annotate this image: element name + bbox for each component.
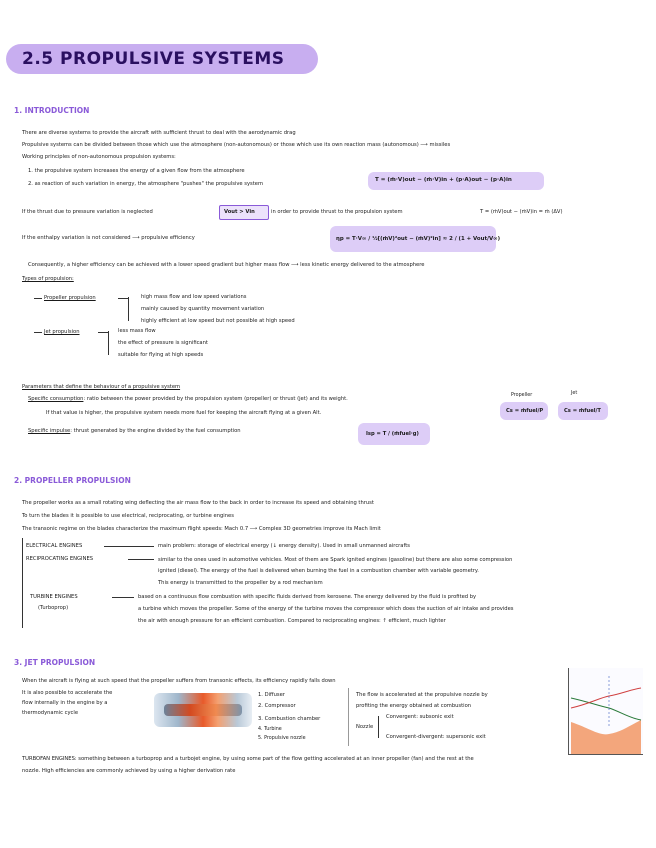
specific-consumption-def: : ratio between the power provided by the propulsion system (propeller) or thrust (jet) and its weight. xyxy=(83,396,348,402)
propeller-tag: Propeller xyxy=(511,393,533,398)
reciprocating-engines-label: RECIPROCATING ENGINES xyxy=(26,556,94,562)
engine-part-4: 4. Turbine xyxy=(258,727,282,732)
propeller-propulsion-label: Propeller propulsion xyxy=(44,295,96,301)
turbine-text-2: a turbine which moves the propeller. Some of the energy of the turbine moves the compressor which does the suction of air intake and provides xyxy=(138,606,514,612)
jet-trait-2: the effect of pressure is significant xyxy=(118,340,208,346)
propeller-formula: Cs = ṁfuel/P xyxy=(506,408,544,414)
types-heading: Types of propulsion: xyxy=(22,276,74,282)
principle-item-1: 1. the propulsive system increases the energy of a given flow from the atmosphere xyxy=(28,168,245,174)
propeller-paragraph-2: To turn the blades it is possible to use electrical, reciprocating, or turbine engines xyxy=(22,513,234,519)
intro-paragraph-1: There are diverse systems to provide the aircraft with sufficient thrust to deal with the aerodynamic drag xyxy=(22,130,296,136)
turbojet-engine-illustration xyxy=(154,693,252,727)
jet-trait-1: less mass flow xyxy=(118,328,156,334)
electrical-engines-text: main problem: storage of electrical energy (↓ energy density). Used in small unmanned aircrafts xyxy=(158,543,410,549)
pressure-neglected-text: If the thrust due to pressure variation is neglected xyxy=(22,209,153,215)
electrical-engines-label: ELECTRICAL ENGINES xyxy=(26,543,83,549)
simplified-thrust-equation: T = (ṁV)out − (ṁV)in = ṁ (ΔV) xyxy=(480,209,563,215)
turbine-text-3: the air with enough pressure for an efficient combustion. Compared to reciprocating engines: ↑ efficient, much lighter xyxy=(138,618,446,624)
consequence-text: Consequently, a higher efficiency can be achieved with a lower speed gradient but higher mass flow ⟶ less kinetic energy delivered to the atmosphere xyxy=(28,262,425,268)
section-heading-propeller: 2. PROPELLER PROPULSION xyxy=(14,476,131,485)
propeller-trait-1: high mass flow and low speed variations xyxy=(141,294,247,300)
specific-impulse-line xyxy=(28,428,241,435)
specific-impulse-label: Specific impulse xyxy=(28,428,71,434)
thrust-equation: T = (ṁ·V)out − (ṁ·V)in + (p·A)out − (p·A)in xyxy=(375,177,512,183)
intro-paragraph-2: Propulsive systems can be divided between those which use the atmosphere (non-autonomous) or those which use its own reaction mass (autonomous) ⟶ missiles xyxy=(22,142,451,148)
jet-paragraph-1: When the aircraft is flying at such speed that the propeller suffers from transonic effects, its efficiency rapidly falls down xyxy=(22,678,336,684)
jet-trait-3: suitable for flying at high speeds xyxy=(118,352,204,358)
efficiency-equation: ηp = T·V∞ / ½[(ṁV)²out − (ṁV)²in] ≈ 2 / (1 + Vout/V∞) xyxy=(336,236,501,242)
velocity-condition: Vout > Vin xyxy=(224,209,255,215)
reciprocating-text-1: similar to the ones used in automotive vehicles. Most of them are Spark ignited engines (gasoline) but there are also some compression xyxy=(158,557,513,563)
reciprocating-text-2: ignited (diesel). The energy of the fuel is delivered when burning the fuel in a combustion chamber with variable geometry. xyxy=(158,568,479,574)
engine-part-3: 3. Combustion chamber xyxy=(258,716,321,722)
nozzle-flow-graph xyxy=(569,668,643,754)
jet-left-1: It is also possible to accelerate the xyxy=(22,690,113,696)
nozzle-shape xyxy=(571,720,641,754)
nozzle-flow-plot xyxy=(568,668,643,755)
enthalpy-text: If the enthalpy variation is not considered ⟶ propulsive efficiency xyxy=(22,235,195,241)
section-heading-introduction: 1. INTRODUCTION xyxy=(14,106,90,115)
principle-item-2: 2. as reaction of such variation in energy, the atmosphere "pushes" the propulsive system xyxy=(28,181,264,187)
jet-left-3: thermodynamic cycle xyxy=(22,710,79,716)
reciprocating-text-3: This energy is transmitted to the propeller by a rod mechanism xyxy=(158,580,323,586)
nozzle-text-1: The flow is accelerated at the propulsive nozzle by xyxy=(356,692,488,698)
turbine-engines-label: TURBINE ENGINES xyxy=(30,594,78,600)
thrust-provision-text: in order to provide thrust to the propulsion system xyxy=(271,209,403,215)
parameters-heading: Parameters that define the behaviour of a propulsive system xyxy=(22,384,181,390)
intro-paragraph-3: Working principles of non-autonomous propulsion systems: xyxy=(22,154,176,160)
nozzle-type-1: Convergent: subsonic exit xyxy=(386,714,454,720)
jet-propulsion-label: Jet propulsion xyxy=(44,329,80,335)
turbine-engines-sub: (Turboprop) xyxy=(38,605,69,611)
propeller-paragraph-1: The propeller works as a small rotating wing deflecting the air mass flow to the back in order to increase its speed and obtaining thrust xyxy=(22,500,374,506)
turbofan-label: TURBOFAN ENGINES xyxy=(22,756,75,762)
section-heading-jet: 3. JET PROPULSION xyxy=(14,658,96,667)
page-title: 2.5 PROPULSIVE SYSTEMS xyxy=(22,49,285,69)
engine-part-5: 5. Propulsive nozzle xyxy=(258,736,306,741)
engine-part-1: 1. Diffuser xyxy=(258,692,285,698)
nozzle-text-2: profiting the energy obtained at combustion xyxy=(356,703,472,709)
propeller-trait-3: highly efficient at low speed but not possible at high speed xyxy=(141,318,295,324)
propeller-trait-2: mainly caused by quantity movement variation xyxy=(141,306,265,312)
nozzle-label: Nozzle xyxy=(356,724,374,730)
specific-impulse-def: : thrust generated by the engine divided by the fuel consumption xyxy=(70,428,241,434)
turbofan-text-2: nozzle. High efficiencies are commonly achieved by using a higher derivation rate xyxy=(22,768,236,774)
pressure-curve xyxy=(571,698,641,720)
turbine-text-1: based on a continuous flow combustion with specific fluids derived from kerosene. The energy delivered by the fluid is profited by xyxy=(138,594,477,600)
engine-part-2: 2. Compressor xyxy=(258,703,296,709)
jet-tag: Jet xyxy=(571,391,578,396)
jet-left-2: flow internally in the engine by a xyxy=(22,700,108,706)
isp-formula: Isp = T / (ṁfuel·g) xyxy=(366,431,419,437)
specific-consumption-label: Specific consumption xyxy=(28,396,84,402)
velocity-curve xyxy=(571,688,641,708)
specific-consumption-note: If that value is higher, the propulsive system needs more fuel for keeping the aircraft flying at a given Alt. xyxy=(46,410,322,416)
propeller-paragraph-3: The transonic regime on the blades characterize the maximum flight speeds: Mach 0.7 ⟶ Complex 3D geometries improve its Mach limit xyxy=(22,526,381,532)
jet-formula: Cs = ṁfuel/T xyxy=(564,408,601,414)
turbofan-line xyxy=(22,756,474,763)
nozzle-type-2: Convergent-divergent: supersonic exit xyxy=(386,734,486,740)
turbofan-text: : something between a turboprop and a turbojet engine, by using some part of the flow getting accelerated at an inner propeller (fan) and the rest at the xyxy=(74,756,474,762)
specific-consumption-line xyxy=(28,396,348,403)
